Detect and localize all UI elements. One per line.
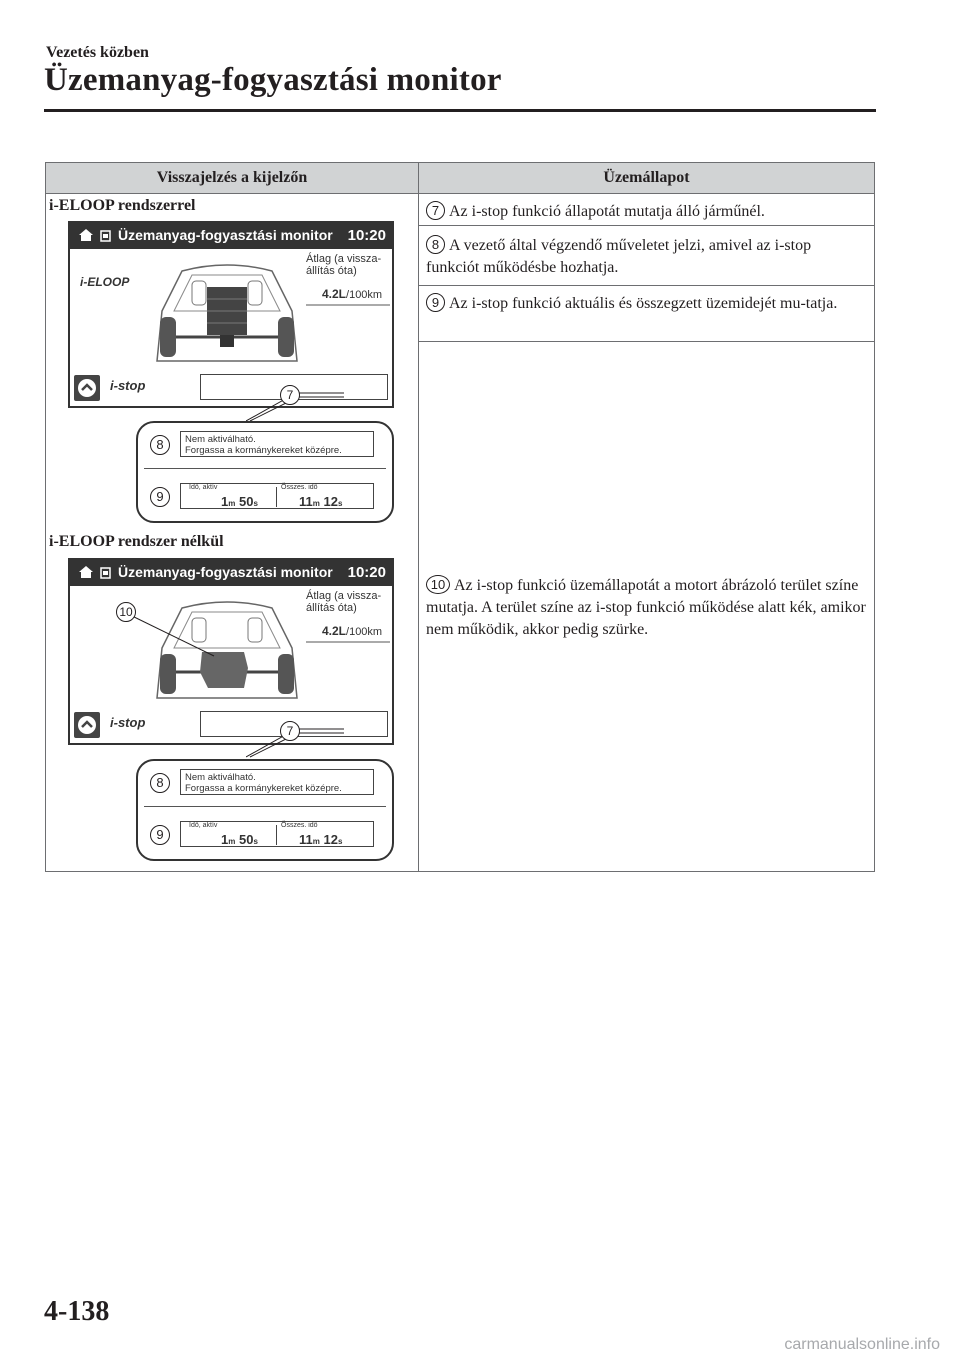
col-header-display: Visszajelzés a kijelzőn <box>46 163 418 194</box>
callout-9: 9 <box>150 825 170 845</box>
column-divider <box>418 163 419 871</box>
istop-time-field: Idő, aktív Összes. idő 1m 50s 11m 12s <box>180 483 374 509</box>
istop-label: i-stop <box>110 715 146 730</box>
description-8: 8 A vezető által végzendő műveletet jelzi, amivel az i-stop funkciót működésbe hozhatja. <box>426 237 812 276</box>
screen-title: Üzemanyag-fogyasztási monitor <box>118 227 333 243</box>
label-without-eloop: i-ELOOP rendszer nélkül <box>49 533 224 550</box>
row-divider <box>419 341 875 342</box>
average-label: Átlag (a vissza- állítás óta) <box>306 590 382 614</box>
home-icon <box>78 565 94 579</box>
callout-7: 7 <box>280 385 300 405</box>
istop-toggle-icon <box>74 375 100 401</box>
section-heading: Vezetés közben <box>46 44 149 61</box>
detail-panel-with-eloop <box>136 421 394 523</box>
watermark: carmanualsonline.info <box>784 1336 940 1353</box>
row-divider <box>419 285 875 286</box>
istop-toggle-icon <box>74 712 100 738</box>
instruction-message: Nem aktiválható. Forgassa a kormánykereket középre. <box>180 431 374 457</box>
callout-9: 9 <box>150 487 170 507</box>
document-icon <box>100 230 112 242</box>
page-title: Üzemanyag-fogyasztási monitor <box>44 62 502 98</box>
screen-title: Üzemanyag-fogyasztási monitor <box>118 564 333 580</box>
callout-10: 10 <box>116 602 136 622</box>
col-header-status: Üzemállapot <box>419 163 874 194</box>
callout-line <box>246 725 366 759</box>
monitor-screen-with-eloop <box>68 221 394 408</box>
screen-clock: 10:20 <box>347 227 386 244</box>
eloop-label: i-ELOOP <box>80 275 130 289</box>
detail-panel-without-eloop <box>136 759 394 861</box>
average-value: 4.2L/100km <box>322 287 383 301</box>
description-10: 10 Az i-stop funkció üzemállapotát a motort ábrázoló terület színe mutatja. A terület színe az i-stop funkció működése alatt kék, amikor nem működik, akkor pedig szürke. <box>426 577 866 638</box>
description-7: 7 Az i-stop funkció állapotát mutatja álló járműnél. <box>426 201 866 223</box>
home-icon <box>78 228 94 242</box>
average-label: Átlag (a vissza- állítás óta) <box>306 253 382 277</box>
title-rule <box>44 109 876 112</box>
istop-time-field: Idő, aktív Összes. idő 1m 50s 11m 12s <box>180 821 374 847</box>
document-icon <box>100 567 112 579</box>
screen-title-bar <box>70 560 392 586</box>
monitor-screen-without-eloop <box>68 558 394 745</box>
row-divider <box>419 225 875 226</box>
panel-separator <box>144 468 386 469</box>
callout-8: 8 <box>150 773 170 793</box>
screen-clock: 10:20 <box>347 564 386 581</box>
callout-7: 7 <box>280 721 300 741</box>
instruction-message: Nem aktiválható. Forgassa a kormánykereket középre. <box>180 769 374 795</box>
info-table <box>45 162 875 872</box>
callout-line <box>246 389 366 423</box>
callout-8: 8 <box>150 435 170 455</box>
value-underline <box>306 303 390 307</box>
page-number: 4-138 <box>44 1296 110 1327</box>
average-value: 4.2L/100km <box>322 624 383 638</box>
label-with-eloop: i-ELOOP rendszerrel <box>49 197 196 214</box>
description-9: 9 Az i-stop funkció aktuális és összegzett üzemidejét mu-tatja. <box>426 293 866 315</box>
car-illustration <box>152 251 302 373</box>
screen-title-bar <box>70 223 392 249</box>
panel-separator <box>144 806 386 807</box>
istop-label: i-stop <box>110 378 146 393</box>
value-underline <box>306 640 390 644</box>
